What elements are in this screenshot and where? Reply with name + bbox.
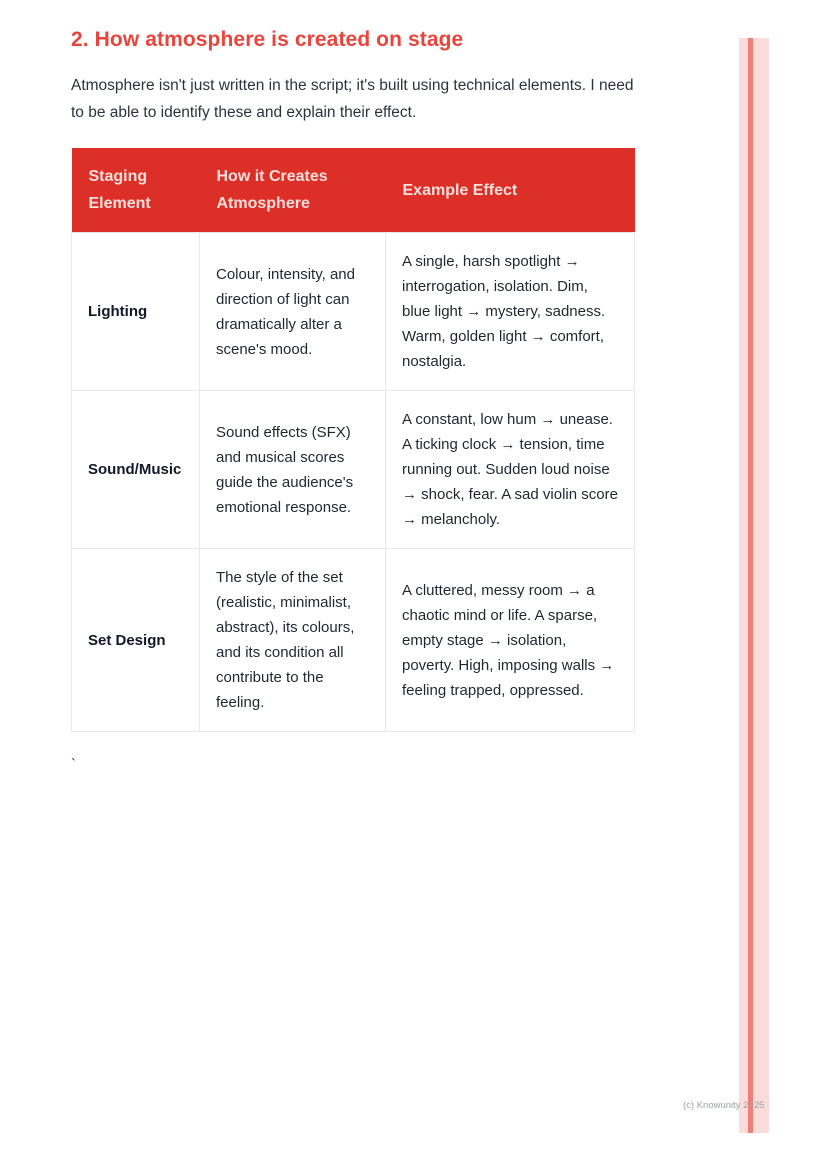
- intro-paragraph: Atmosphere isn't just written in the script; it's built using technical elements. I need to be able to identify these and explain their effect.: [71, 77, 634, 121]
- header-example-effect: Example Effect: [386, 148, 635, 233]
- table-row-sound-music: [72, 391, 635, 549]
- cell-example-lighting: A single, harsh spotlight → interrogation, isolation. Dim, blue light → mystery, sadness. Warm, golden light → comfort, nostalgia.: [386, 233, 635, 391]
- right-margin-stripe: [739, 38, 769, 1133]
- atmosphere-table: [71, 148, 635, 732]
- document-content: [71, 28, 634, 773]
- cell-example-sound-music: A constant, low hum → unease. A ticking clock → tension, time running out. Sudden loud noise → shock, fear. A sad violin score → melancholy.: [386, 391, 635, 549]
- table-row-lighting: [72, 233, 635, 391]
- cell-how-set-design: The style of the set (realistic, minimalist, abstract), its colours, and its condition all contribute to the feeling.: [200, 549, 386, 732]
- cell-element-set-design: Set Design: [72, 549, 200, 732]
- cell-element-lighting: Lighting: [72, 233, 200, 391]
- cell-how-sound-music: Sound effects (SFX) and musical scores guide the audience's emotional response.: [200, 391, 386, 549]
- stray-backtick: `: [71, 756, 76, 773]
- table-row-set-design: [72, 549, 635, 732]
- cell-element-sound-music: Sound/Music: [72, 391, 200, 549]
- footer-credit: (c) Knowunity 2025: [683, 1100, 765, 1111]
- page-title: 2. How atmosphere is created on stage: [71, 28, 464, 51]
- right-margin-line: [748, 38, 753, 1133]
- cell-example-set-design: A cluttered, messy room → a chaotic mind or life. A sparse, empty stage → isolation, poverty. High, imposing walls → feeling trapped, oppressed.: [386, 549, 635, 732]
- header-how-it-creates-atmosphere: How it Creates Atmosphere: [200, 148, 386, 233]
- header-staging-element: Staging Element: [72, 148, 200, 233]
- cell-how-lighting: Colour, intensity, and direction of light can dramatically alter a scene's mood.: [200, 233, 386, 391]
- table-header-row: [72, 148, 635, 233]
